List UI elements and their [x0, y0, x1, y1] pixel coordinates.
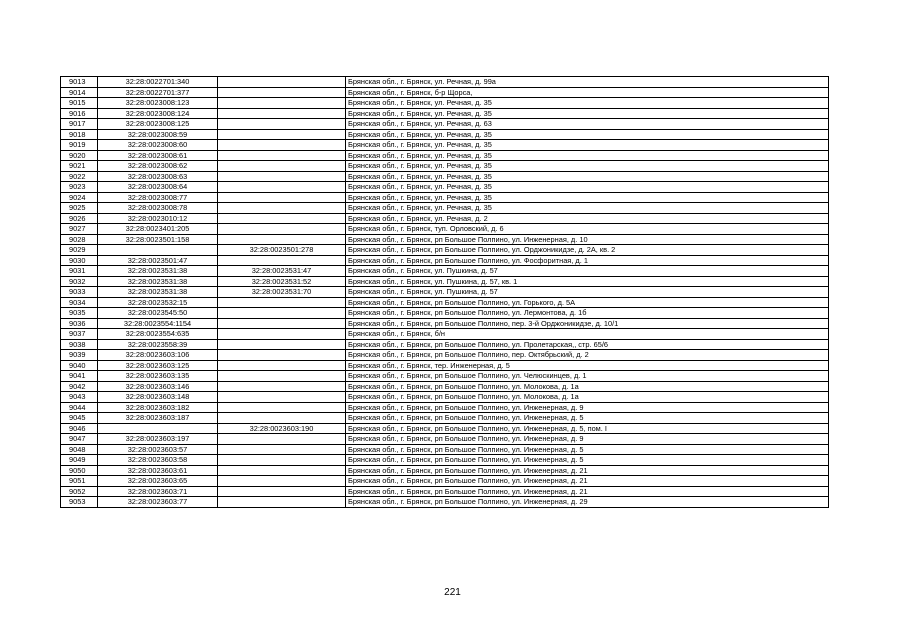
address-cell: Брянская обл., г. Брянск, рп Большое Полпино, ул. Инженерная, д. 10 [346, 234, 829, 245]
table-row [61, 381, 829, 392]
parent-cadastral-number-cell [218, 402, 346, 413]
cadastral-number-cell: 32:28:0023603:197 [98, 434, 218, 445]
row-number-cell: 9022 [61, 171, 98, 182]
address-cell: Брянская обл., г. Брянск, туп. Орловский, д. 6 [346, 224, 829, 235]
address-cell: Брянская обл., г. Брянск, рп Большое Полпино, ул. Орджоникидзе, д. 2А, кв. 2 [346, 245, 829, 256]
table-row [61, 255, 829, 266]
parent-cadastral-number-cell: 32:28:0023603:190 [218, 423, 346, 434]
table-row [61, 360, 829, 371]
row-number-cell: 9038 [61, 339, 98, 350]
table-row [61, 486, 829, 497]
page-number: 221 [444, 587, 461, 598]
table-row [61, 287, 829, 298]
table-row [61, 245, 829, 256]
table-row [61, 339, 829, 350]
address-cell: Брянская обл., г. Брянск, рп Большое Полпино, ул. Лермонтова, д. 1б [346, 308, 829, 319]
table-row [61, 402, 829, 413]
parent-cadastral-number-cell [218, 192, 346, 203]
address-cell: Брянская обл., г. Брянск, б-р Щорса, [346, 87, 829, 98]
address-cell: Брянская обл., г. Брянск, ул. Речная, д. 99а [346, 77, 829, 88]
table-row [61, 119, 829, 130]
cadastral-number-cell: 32:28:0023008:62 [98, 161, 218, 172]
address-cell: Брянская обл., г. Брянск, рп Большое Полпино, ул. Пролетарская,, стр. 65/6 [346, 339, 829, 350]
table-row [61, 297, 829, 308]
row-number-cell: 9053 [61, 497, 98, 508]
address-cell: Брянская обл., г. Брянск, тер. Инженерная, д. 5 [346, 360, 829, 371]
table-row [61, 108, 829, 119]
parent-cadastral-number-cell [218, 224, 346, 235]
address-cell: Брянская обл., г. Брянск, рп Большое Полпино, ул. Инженерная, д. 29 [346, 497, 829, 508]
parent-cadastral-number-cell [218, 140, 346, 151]
row-number-cell: 9021 [61, 161, 98, 172]
table-row [61, 444, 829, 455]
parent-cadastral-number-cell [218, 150, 346, 161]
cadastral-number-cell: 32:28:0023603:61 [98, 465, 218, 476]
address-cell: Брянская обл., г. Брянск, ул. Речная, д. 35 [346, 98, 829, 109]
row-number-cell: 9045 [61, 413, 98, 424]
parent-cadastral-number-cell: 32:28:0023501:278 [218, 245, 346, 256]
row-number-cell: 9046 [61, 423, 98, 434]
parent-cadastral-number-cell [218, 87, 346, 98]
cadastral-number-cell: 32:28:0023603:148 [98, 392, 218, 403]
address-cell: Брянская обл., г. Брянск, ул. Пушкина, д. 57 [346, 266, 829, 277]
row-number-cell: 9024 [61, 192, 98, 203]
cadastral-number-cell: 32:28:0023401:205 [98, 224, 218, 235]
row-number-cell: 9048 [61, 444, 98, 455]
cadastral-number-cell: 32:28:0022701:340 [98, 77, 218, 88]
address-cell: Брянская обл., г. Брянск, рп Большое Полпино, ул. Инженерная, д. 5 [346, 444, 829, 455]
cadastral-number-cell: 32:28:0023008:77 [98, 192, 218, 203]
table-row [61, 203, 829, 214]
cadastral-number-cell: 32:28:0023008:78 [98, 203, 218, 214]
address-cell: Брянская обл., г. Брянск, рп Большое Полпино, ул. Инженерная, д. 5, пом. I [346, 423, 829, 434]
cadastral-number-cell [98, 423, 218, 434]
parent-cadastral-number-cell [218, 339, 346, 350]
parent-cadastral-number-cell [218, 434, 346, 445]
cadastral-number-cell: 32:28:0023008:64 [98, 182, 218, 193]
cadastral-number-cell: 32:28:0023532:15 [98, 297, 218, 308]
table-row [61, 476, 829, 487]
parent-cadastral-number-cell [218, 329, 346, 340]
cadastral-number-cell: 32:28:0023603:71 [98, 486, 218, 497]
table-row [61, 213, 829, 224]
parent-cadastral-number-cell [218, 497, 346, 508]
parent-cadastral-number-cell [218, 371, 346, 382]
parent-cadastral-number-cell [218, 182, 346, 193]
table-row [61, 413, 829, 424]
table-row [61, 140, 829, 151]
cadastral-number-cell: 32:28:0023531:38 [98, 266, 218, 277]
parent-cadastral-number-cell: 32:28:0023531:70 [218, 287, 346, 298]
row-number-cell: 9042 [61, 381, 98, 392]
cadastral-number-cell: 32:28:0023603:146 [98, 381, 218, 392]
table-row [61, 423, 829, 434]
cadastral-number-cell: 32:28:0023603:77 [98, 497, 218, 508]
row-number-cell: 9051 [61, 476, 98, 487]
row-number-cell: 9026 [61, 213, 98, 224]
address-cell: Брянская обл., г. Брянск, рп Большое Полпино, ул. Молокова, д. 1а [346, 381, 829, 392]
cadastral-number-cell: 32:28:0023603:125 [98, 360, 218, 371]
table-row [61, 329, 829, 340]
parent-cadastral-number-cell [218, 119, 346, 130]
table-row [61, 171, 829, 182]
registry-table [60, 76, 829, 508]
registry-table-body [61, 77, 829, 508]
table-row [61, 308, 829, 319]
row-number-cell: 9019 [61, 140, 98, 151]
table-row [61, 224, 829, 235]
address-cell: Брянская обл., г. Брянск, рп Большое Полпино, пер. 3-й Орджоникидзе, д. 10/1 [346, 318, 829, 329]
parent-cadastral-number-cell [218, 381, 346, 392]
address-cell: Брянская обл., г. Брянск, ул. Речная, д. 2 [346, 213, 829, 224]
address-cell: Брянская обл., г. Брянск, ул. Речная, д. 35 [346, 129, 829, 140]
parent-cadastral-number-cell [218, 213, 346, 224]
parent-cadastral-number-cell [218, 255, 346, 266]
address-cell: Брянская обл., г. Брянск, ул. Речная, д. 35 [346, 108, 829, 119]
parent-cadastral-number-cell [218, 465, 346, 476]
cadastral-number-cell: 32:28:0023603:187 [98, 413, 218, 424]
row-number-cell: 9036 [61, 318, 98, 329]
address-cell: Брянская обл., г. Брянск, рп Большое Полпино, ул. Инженерная, д. 21 [346, 465, 829, 476]
parent-cadastral-number-cell [218, 203, 346, 214]
cadastral-number-cell: 32:28:0023008:123 [98, 98, 218, 109]
address-cell: Брянская обл., г. Брянск, рп Большое Полпино, ул. Инженерная, д. 5 [346, 413, 829, 424]
address-cell: Брянская обл., г. Брянск, рп Большое Полпино, ул. Инженерная, д. 21 [346, 486, 829, 497]
address-cell: Брянская обл., г. Брянск, ул. Пушкина, д. 57, кв. 1 [346, 276, 829, 287]
row-number-cell: 9040 [61, 360, 98, 371]
parent-cadastral-number-cell [218, 318, 346, 329]
table-row [61, 98, 829, 109]
row-number-cell: 9047 [61, 434, 98, 445]
row-number-cell: 9017 [61, 119, 98, 130]
table-row [61, 392, 829, 403]
address-cell: Брянская обл., г. Брянск, ул. Речная, д. 35 [346, 150, 829, 161]
address-cell: Брянская обл., г. Брянск, ул. Речная, д. 35 [346, 140, 829, 151]
table-row [61, 497, 829, 508]
parent-cadastral-number-cell [218, 98, 346, 109]
address-cell: Брянская обл., г. Брянск, ул. Речная, д. 35 [346, 203, 829, 214]
row-number-cell: 9050 [61, 465, 98, 476]
parent-cadastral-number-cell [218, 297, 346, 308]
row-number-cell: 9044 [61, 402, 98, 413]
row-number-cell: 9039 [61, 350, 98, 361]
table-row [61, 129, 829, 140]
table-row [61, 371, 829, 382]
table-row [61, 87, 829, 98]
parent-cadastral-number-cell [218, 413, 346, 424]
cadastral-number-cell: 32:28:0023554:635 [98, 329, 218, 340]
row-number-cell: 9034 [61, 297, 98, 308]
row-number-cell: 9041 [61, 371, 98, 382]
parent-cadastral-number-cell [218, 360, 346, 371]
table-row [61, 150, 829, 161]
row-number-cell: 9015 [61, 98, 98, 109]
address-cell: Брянская обл., г. Брянск, ул. Пушкина, д. 57 [346, 287, 829, 298]
parent-cadastral-number-cell [218, 108, 346, 119]
row-number-cell: 9033 [61, 287, 98, 298]
cadastral-number-cell: 32:28:0023603:106 [98, 350, 218, 361]
address-cell: Брянская обл., г. Брянск, рп Большое Полпино, ул. Инженерная, д. 21 [346, 476, 829, 487]
table-row [61, 192, 829, 203]
row-number-cell: 9027 [61, 224, 98, 235]
parent-cadastral-number-cell [218, 161, 346, 172]
parent-cadastral-number-cell [218, 455, 346, 466]
table-row [61, 434, 829, 445]
parent-cadastral-number-cell [218, 77, 346, 88]
table-row [61, 465, 829, 476]
cadastral-number-cell: 32:28:0023545:50 [98, 308, 218, 319]
row-number-cell: 9052 [61, 486, 98, 497]
row-number-cell: 9029 [61, 245, 98, 256]
table-row [61, 234, 829, 245]
cadastral-number-cell: 32:28:0023603:182 [98, 402, 218, 413]
parent-cadastral-number-cell [218, 308, 346, 319]
table-row [61, 266, 829, 277]
address-cell: Брянская обл., г. Брянск, рп Большое Полпино, ул. Инженерная, д. 5 [346, 455, 829, 466]
parent-cadastral-number-cell [218, 234, 346, 245]
parent-cadastral-number-cell [218, 476, 346, 487]
row-number-cell: 9037 [61, 329, 98, 340]
parent-cadastral-number-cell [218, 444, 346, 455]
address-cell: Брянская обл., г. Брянск, рп Большое Полпино, ул. Челюскинцев, д. 1 [346, 371, 829, 382]
row-number-cell: 9030 [61, 255, 98, 266]
table-row [61, 318, 829, 329]
address-cell: Брянская обл., г. Брянск, ул. Речная, д. 35 [346, 192, 829, 203]
table-row [61, 161, 829, 172]
cadastral-number-cell: 32:28:0023008:125 [98, 119, 218, 130]
cadastral-number-cell: 32:28:0022701:377 [98, 87, 218, 98]
address-cell: Брянская обл., г. Брянск, ул. Речная, д. 63 [346, 119, 829, 130]
address-cell: Брянская обл., г. Брянск, рп Большое Полпино, пер. Октябрьский, д. 2 [346, 350, 829, 361]
table-row [61, 455, 829, 466]
cadastral-number-cell: 32:28:0023558:39 [98, 339, 218, 350]
row-number-cell: 9035 [61, 308, 98, 319]
cadastral-number-cell: 32:28:0023603:135 [98, 371, 218, 382]
row-number-cell: 9023 [61, 182, 98, 193]
row-number-cell: 9032 [61, 276, 98, 287]
cadastral-number-cell: 32:28:0023010:12 [98, 213, 218, 224]
parent-cadastral-number-cell [218, 392, 346, 403]
parent-cadastral-number-cell [218, 129, 346, 140]
table-row [61, 350, 829, 361]
address-cell: Брянская обл., г. Брянск, рп Большое Полпино, ул. Инженерная, д. 9 [346, 402, 829, 413]
address-cell: Брянская обл., г. Брянск, б/н [346, 329, 829, 340]
cadastral-number-cell: 32:28:0023008:59 [98, 129, 218, 140]
address-cell: Брянская обл., г. Брянск, рп Большое Полпино, ул. Инженерная, д. 9 [346, 434, 829, 445]
table-row [61, 77, 829, 88]
table-row [61, 182, 829, 193]
cadastral-number-cell: 32:28:0023008:63 [98, 171, 218, 182]
row-number-cell: 9043 [61, 392, 98, 403]
row-number-cell: 9025 [61, 203, 98, 214]
row-number-cell: 9031 [61, 266, 98, 277]
address-cell: Брянская обл., г. Брянск, ул. Речная, д. 35 [346, 182, 829, 193]
address-cell: Брянская обл., г. Брянск, рп Большое Полпино, ул. Фосфоритная, д. 1 [346, 255, 829, 266]
row-number-cell: 9018 [61, 129, 98, 140]
row-number-cell: 9014 [61, 87, 98, 98]
row-number-cell: 9028 [61, 234, 98, 245]
table-row [61, 276, 829, 287]
address-cell: Брянская обл., г. Брянск, ул. Речная, д. 35 [346, 161, 829, 172]
address-cell: Брянская обл., г. Брянск, рп Большое Полпино, ул. Молокова, д. 1а [346, 392, 829, 403]
parent-cadastral-number-cell [218, 350, 346, 361]
cadastral-number-cell [98, 245, 218, 256]
cadastral-number-cell: 32:28:0023603:58 [98, 455, 218, 466]
cadastral-number-cell: 32:28:0023008:124 [98, 108, 218, 119]
row-number-cell: 9049 [61, 455, 98, 466]
cadastral-number-cell: 32:28:0023554:1154 [98, 318, 218, 329]
cadastral-number-cell: 32:28:0023531:38 [98, 276, 218, 287]
parent-cadastral-number-cell [218, 486, 346, 497]
row-number-cell: 9016 [61, 108, 98, 119]
row-number-cell: 9013 [61, 77, 98, 88]
cadastral-number-cell: 32:28:0023501:47 [98, 255, 218, 266]
cadastral-number-cell: 32:28:0023008:61 [98, 150, 218, 161]
cadastral-number-cell: 32:28:0023531:38 [98, 287, 218, 298]
address-cell: Брянская обл., г. Брянск, рп Большое Полпино, ул. Горького, д. 5А [346, 297, 829, 308]
cadastral-number-cell: 32:28:0023603:57 [98, 444, 218, 455]
cadastral-number-cell: 32:28:0023603:65 [98, 476, 218, 487]
parent-cadastral-number-cell: 32:28:0023531:52 [218, 276, 346, 287]
cadastral-number-cell: 32:28:0023008:60 [98, 140, 218, 151]
cadastral-number-cell: 32:28:0023501:158 [98, 234, 218, 245]
address-cell: Брянская обл., г. Брянск, ул. Речная, д. 35 [346, 171, 829, 182]
row-number-cell: 9020 [61, 150, 98, 161]
parent-cadastral-number-cell: 32:28:0023531:47 [218, 266, 346, 277]
parent-cadastral-number-cell [218, 171, 346, 182]
